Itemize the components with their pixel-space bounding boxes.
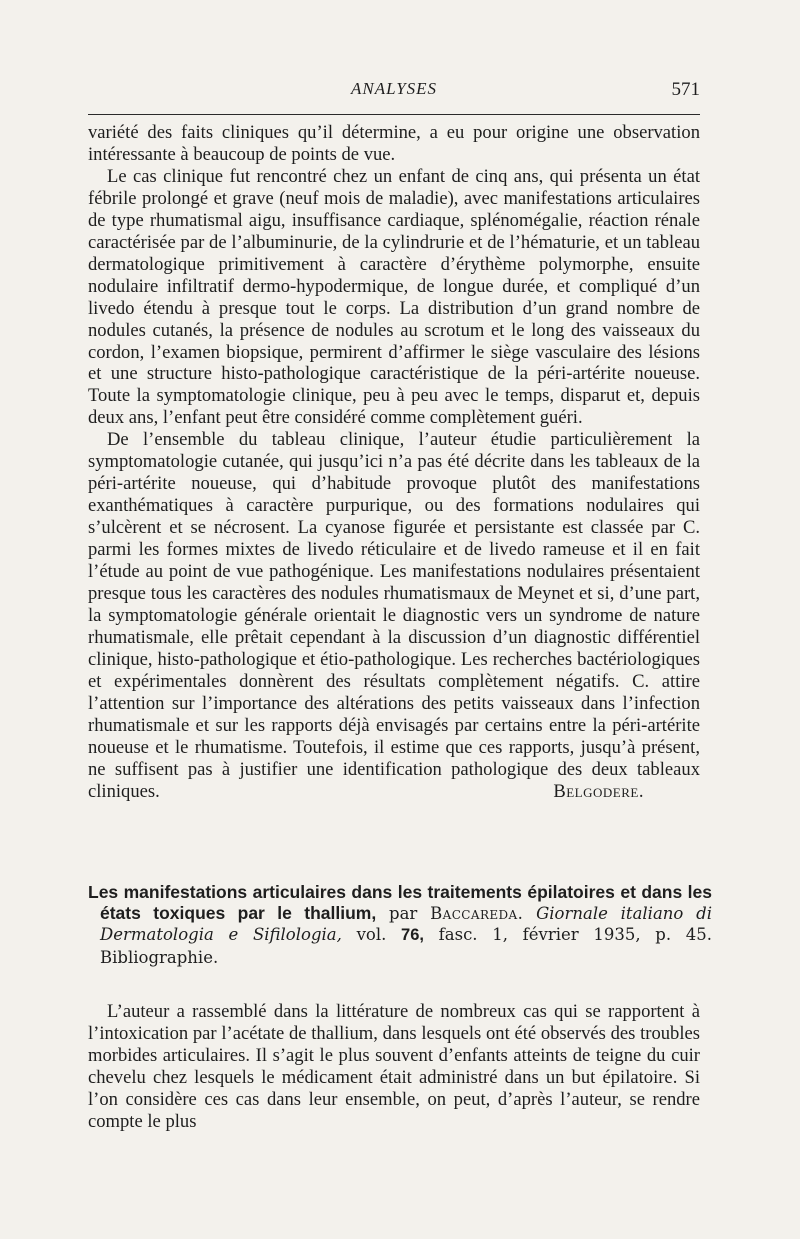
article-2-heading xyxy=(88,882,712,968)
paragraph: L’auteur a rassemblé dans la littérature de nombreux cas qui se rapportent à l’intoxication par l’acétate de thallium, dans lesquels ont été observés des troubles morbides articulaires. Il s’agit le plus souvent d’enfants atteints de teigne du cuir chevelu chez lesquels le médicament était administré dans un but épilatoire. Si l’on considère ces cas dans leur ensemble, on peut, d’après l’auteur, se rendre compte le plus xyxy=(88,1001,700,1132)
paragraph-text: De l’ensemble du tableau clinique, l’auteur étudie particulièrement la symptomatologie cutanée, qui jusqu’ici n’a pas été décrite dans les tableaux de la péri-artérite noueuse, qui d’habitude provoque plutôt des manifestations exanthématiques à caractère purpurique, ou des formations nodulaires qui s’ulcèrent et se nécrosent. La cyanose figurée et persistante est classée par C. parmi les formes mixtes de livedo réticulaire et de livedo rameuse et il en fait l’étude au point de vue pathogénique. Les manifestations nodulaires présentaient presque tous les caractères des nodules rhumatismaux de Meynet et si, d’une part, la symptomatologie générale orientait le diagnostic vers un syndrome de nature rhumatismale, elle prêtait cependant à la discussion d’un diagnostic différentiel clinique, histo-pathologique et étio-pathologique. Les recherches bactériologiques et expérimentales donnèrent des résultats complètement négatifs. C. attire l’attention sur l’importance des altérations des petits vaisseaux dans l’infection rhumatismale et sur les rapports déjà envisagés par certains entre la péri-artérite noueuse et le rhumatisme. Toutefois, il estime que ces rapports, jusqu’à présent, ne suffisent pas à justifier une identification pathologique des deux tableaux cliniques. xyxy=(88,429,700,802)
header-rule xyxy=(88,114,700,115)
journal-name: Giornale italiano di Dermatologia e Sifilologia, xyxy=(100,904,712,945)
paragraph xyxy=(88,429,700,802)
page-number: 571 xyxy=(671,79,700,100)
author-signature: Belgodere. xyxy=(553,780,644,802)
paragraph: Le cas clinique fut rencontré chez un enfant de cinq ans, qui présenta un état fébrile prolongé et grave (neuf mois de maladie), avec manifestations articulaires de type rhumatismal aigu, insuffisance cardiaque, splénomégalie, réaction rénale caractérisée par de l’albuminurie, de la cylindrurie et de l’hématurie, et un tableau dermatologique primitivement à caractère d’érythème polymorphe, ensuite nodulaire infiltratif dermo-hypodermique, de longue durée, et compliqué d’un livedo étendu à presque tout le corps. La distribution d’un grand nombre de nodules cutanés, la présence de nodules au scrotum et le long des vaisseaux du cordon, l’examen biopsique, permirent d’affirmer le siège vasculaire des lésions et une structure histo-pathologique caractéristique de la péri-artérite noueuse. Toute la symptomatologie clinique, peu à peu avec le temps, disparut et, depuis deux ans, l’enfant peut être considéré comme complètement guéri. xyxy=(88,165,700,429)
article-author: Baccareda. xyxy=(430,904,524,924)
citation-details: fasc. 1, février 1935, p. 45. Bibliographie. xyxy=(100,925,712,967)
article-2-body xyxy=(88,1001,700,1133)
volume-label: vol. xyxy=(356,925,387,945)
article-1-body xyxy=(88,122,700,803)
volume-number: 76, xyxy=(401,926,424,945)
running-title: ANALYSES xyxy=(350,79,438,98)
running-head xyxy=(88,76,700,104)
article-title: Les manifestations articulaires dans les traitements épilatoires et dans les états toxiques par le thallium, xyxy=(88,882,712,924)
by-word: par xyxy=(389,904,418,924)
paragraph: variété des faits cliniques qu’il détermine, a eu pour origine une observation intéressante à beaucoup de points de vue. xyxy=(88,122,700,165)
